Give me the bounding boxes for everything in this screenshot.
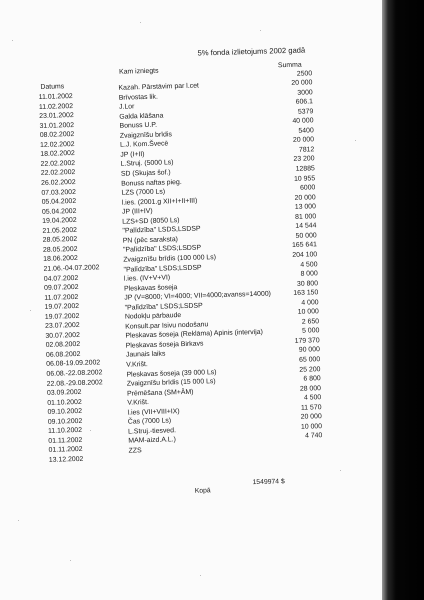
- amount-cell: 81 000: [294, 212, 317, 221]
- date-cell: 19.04.2002: [42, 217, 77, 226]
- date-cell: 31.01.2002: [39, 121, 75, 130]
- amount-cell: 8 000: [300, 270, 318, 278]
- amount-cell: 12885: [295, 165, 315, 173]
- amount-cell: 23 200: [293, 155, 315, 164]
- total-label: Kopā: [194, 487, 211, 495]
- amount-cell: 4 000: [301, 298, 319, 307]
- scan-speck: [12, 40, 13, 41]
- amount-cell: 5 000: [302, 327, 320, 335]
- amount-cell: 179 370: [294, 337, 320, 345]
- amount-cell: 165 641: [291, 241, 318, 250]
- recipient-cell: J.Lor: [118, 103, 135, 111]
- column-header-recipient: Kam izniegts: [118, 67, 159, 76]
- amount-cell: 3000: [297, 88, 313, 97]
- total-value: 1549974 $: [252, 478, 285, 487]
- scan-speck: [30, 310, 31, 311]
- recipient-cell: "Palīdzība" LSDS;LSDSP: [123, 263, 202, 274]
- amount-cell: 20 000: [291, 79, 313, 87]
- recipient-cell: JP (V=8000; VI=4000; VII=4000;avanss=14000): [124, 290, 272, 302]
- recipient-cell: Bonuss naftas pieg.: [121, 178, 182, 188]
- document-title: 5% fonda izlietojums 2002 gadā: [197, 45, 306, 58]
- date-cell: 11.02.2002: [38, 102, 74, 111]
- scan-speck: [260, 30, 261, 31]
- recipient-cell: JP (I+II): [120, 150, 145, 159]
- date-cell: 02.08.2002: [45, 341, 81, 350]
- scan-speck: [18, 520, 19, 521]
- date-cell: 13.12.2002: [48, 455, 84, 464]
- amount-cell: 28 000: [299, 384, 322, 393]
- amount-cell: 30 800: [296, 279, 319, 288]
- recipient-cell: LZS (7000 Ls): [121, 188, 166, 197]
- amount-cell: 20 000: [294, 193, 316, 202]
- date-cell: 09.10.2002: [47, 408, 83, 417]
- date-cell: 09.07.2002: [43, 283, 79, 292]
- amount-cell: 606.1: [295, 98, 314, 106]
- amount-cell: 163 150: [293, 289, 319, 298]
- date-cell: 23.01.2002: [39, 112, 74, 121]
- date-cell: 30.07.2002: [45, 331, 80, 340]
- scan-speck: [90, 430, 91, 431]
- date-cell: 11.07.2002: [44, 293, 79, 302]
- recipient-cell: Konsult.par Isivu nodošanu: [125, 321, 209, 331]
- date-cell: 01.10.2002: [47, 398, 82, 407]
- amount-cell: 65 000: [299, 356, 321, 364]
- date-cell: 11.10.2002: [47, 427, 83, 436]
- date-cell: 06.08-19.09.2002: [46, 359, 101, 369]
- recipient-cell: LZS+SD (8050 Ls): [122, 216, 180, 226]
- amount-cell: 5400: [298, 127, 314, 135]
- date-cell: 06.08.-22.08.2002: [46, 369, 103, 378]
- recipient-cell: V.Krišt.: [127, 399, 149, 407]
- date-cell: 22.02.2002: [40, 159, 76, 168]
- amount-cell: 10 000: [300, 422, 323, 431]
- recipient-cell: L.Struj.-tiesved.: [128, 427, 177, 436]
- recipient-cell: Kazah. Pārstāvim par l.cet: [118, 82, 200, 92]
- scan-speck: [355, 140, 356, 141]
- amount-cell: 6 800: [303, 375, 321, 383]
- recipient-cell: Čas (7000 Ls): [127, 417, 172, 426]
- date-cell: 04.07.2002: [43, 274, 79, 283]
- amount-cell: 7812: [298, 146, 315, 154]
- scan-edge-shadow: [382, 0, 424, 600]
- column-header-date: Datums: [40, 83, 65, 91]
- recipient-cell: "Palīdzība" LSDS;LSDSP: [122, 244, 202, 255]
- amount-cell: 20 000: [300, 413, 322, 422]
- date-cell: 09.10.2002: [47, 417, 83, 426]
- amount-cell: 204 100: [292, 251, 318, 259]
- date-cell: 03.09.2002: [46, 388, 82, 397]
- date-cell: 23.07.2002: [45, 322, 80, 331]
- scan-speck: [340, 470, 341, 471]
- date-cell: 19.07.2002: [44, 303, 80, 311]
- date-cell: 01.11.2002: [48, 446, 83, 455]
- amount-cell: 10 000: [297, 308, 319, 316]
- recipient-cell: Pleskavas šoseja: [124, 283, 178, 293]
- recipient-cell: l.ies (VII+VIII+IX): [127, 407, 180, 417]
- recipient-cell: ZZS: [128, 447, 142, 455]
- amount-first: 2500: [296, 70, 313, 78]
- recipient-cell: "Palīdzība" LSDS,LSDSP: [122, 225, 201, 235]
- recipient-cell: V.Krišt.: [126, 361, 148, 369]
- recipient-cell: Galda klāšana: [119, 112, 164, 121]
- amount-cell: 10 955: [293, 174, 316, 183]
- date-cell: 19.07.2002: [44, 312, 80, 321]
- scan-speck: [140, 22, 141, 23]
- recipient-cell: Bonuss U.P.: [119, 121, 158, 130]
- amount-cell: 5379: [297, 107, 314, 116]
- date-cell: 07.03.2002: [41, 188, 76, 197]
- amount-cell: 11 570: [300, 403, 322, 412]
- date-cell: 22.08.-29.08.2002: [46, 378, 103, 388]
- recipient-cell: Zvaigznīšu brīdis: [119, 131, 173, 140]
- date-cell: 06.08.2002: [45, 350, 81, 359]
- amount-cell: 40 000: [292, 117, 314, 126]
- amount-cell: 50 000: [295, 232, 317, 240]
- recipient-cell: "Palīdzība" LSDS;LSDSP: [124, 302, 203, 312]
- amount-cell: 6000: [299, 184, 316, 192]
- date-cell: 01.11.2002: [48, 436, 83, 445]
- amount-cell: 13 000: [294, 203, 316, 212]
- recipient-cell: JP (III+IV): [121, 208, 153, 216]
- amount-cell: 4 500: [303, 394, 322, 402]
- recipient-cell: Nodokļu pārbaude: [124, 312, 182, 321]
- recipient-cell: l.ies. (2001.g XII+I+II+III): [121, 197, 198, 207]
- date-cell: 26.02.2002: [41, 178, 76, 187]
- amount-cell: 4 740: [304, 432, 323, 441]
- recipient-cell: L.Struj. (5000 Ls): [120, 159, 174, 169]
- date-cell: 28.05.2002: [42, 236, 78, 245]
- recipient-cell: l.ies. (IV+V+VI): [123, 274, 171, 283]
- date-cell: 18.02.2002: [40, 150, 75, 159]
- scan-speck: [70, 560, 71, 561]
- recipient-cell: MAM-aizd.A.L.): [128, 436, 176, 445]
- date-cell: 05.04.2002: [41, 207, 77, 216]
- date-cell: 21.05.2002: [42, 226, 78, 235]
- scan-speck: [200, 575, 201, 576]
- date-cell: 18.06.2002: [43, 255, 78, 264]
- date-cell: 21.06.-04.07.2002: [43, 264, 100, 273]
- recipient-cell: L.J. Kom.Švecē: [120, 140, 169, 149]
- recipient-cell: Zvaigznīšu brīdis (100 000 Ls): [123, 253, 217, 264]
- recipient-cell: Jaunais laiks: [125, 350, 166, 360]
- date-cell: 11.01.2002: [38, 93, 73, 101]
- amount-cell: 20 000: [292, 136, 315, 145]
- recipient-cell: SD (Skujas šof.): [120, 169, 171, 178]
- amount-cell: 4 500: [300, 260, 318, 269]
- recipient-cell: Pleskavas šoseja Birkavs: [125, 340, 204, 350]
- recipient-cell: Prēmēšana (SM+ĀM): [126, 388, 194, 398]
- column-header-amount: Summa: [277, 61, 302, 70]
- recipient-cell: PN (pēc saraksta): [122, 235, 179, 245]
- amount-cell: 14 544: [295, 222, 317, 231]
- amount-cell: 90 000: [298, 346, 320, 355]
- date-cell: 05.04.2002: [41, 198, 77, 207]
- date-cell: 22.02.2002: [40, 169, 76, 178]
- recipient-cell: Brīvostas lik.: [118, 93, 158, 102]
- date-cell: 08.02.2002: [39, 131, 75, 140]
- date-cell: 12.02.2002: [39, 140, 75, 149]
- amount-cell: 25 200: [299, 365, 321, 374]
- recipient-cell: Pleskavas šoseja (39 000 Ls): [126, 368, 217, 379]
- recipient-cell: Pleskavas šoseja (Reklāma) Apinis (intervija): [125, 329, 263, 340]
- date-cell: 28.05.2002: [42, 245, 78, 254]
- recipient-cell: Zvaigznīšu brīdis (15 000 Ls): [126, 378, 216, 388]
- amount-cell: 2 650: [301, 318, 320, 326]
